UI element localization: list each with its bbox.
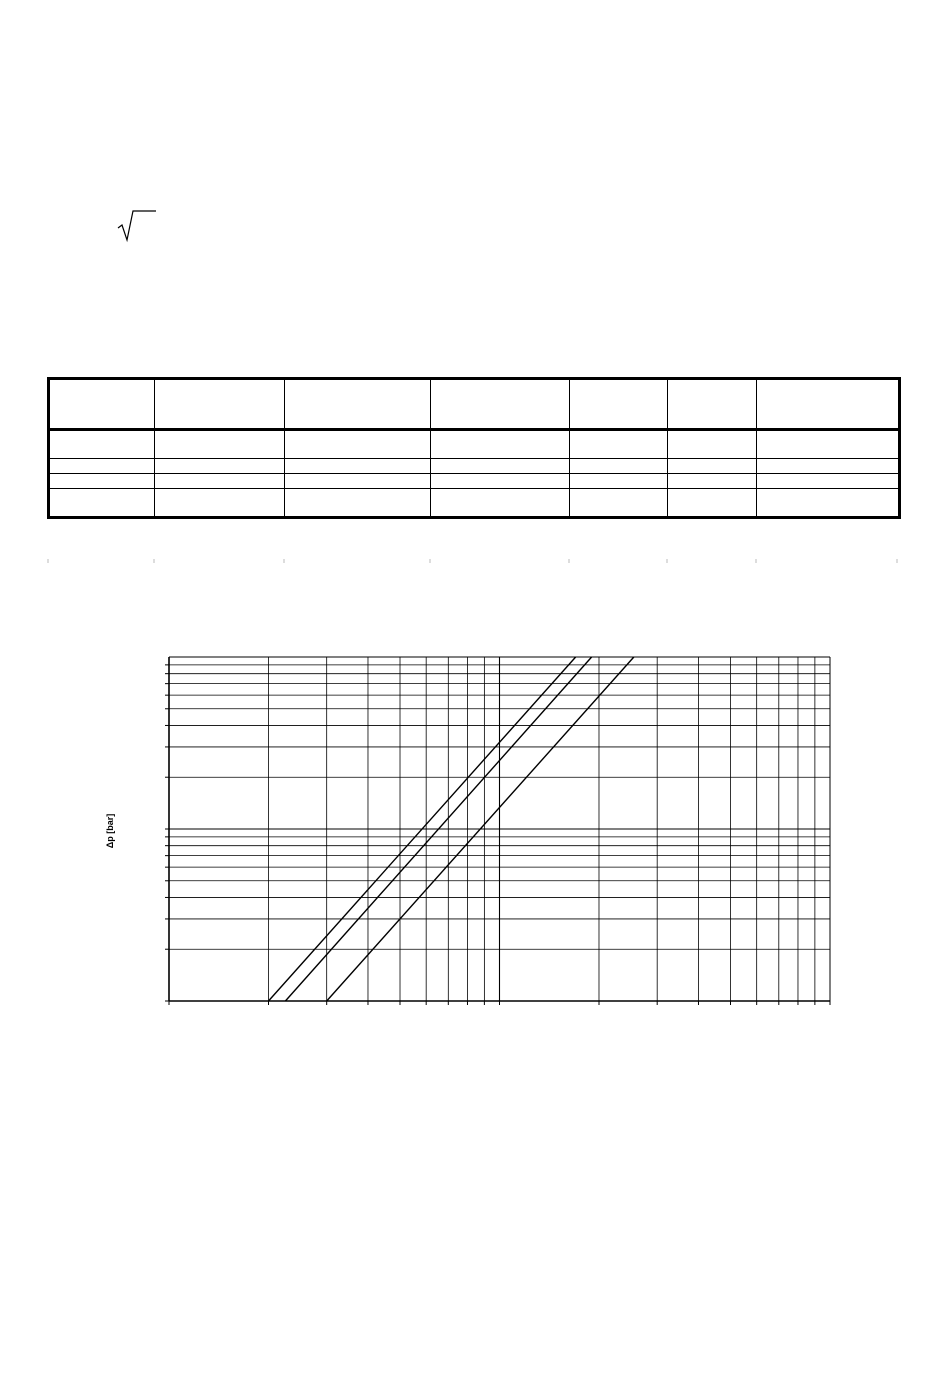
table-cell	[285, 488, 431, 517]
table-cell	[757, 379, 900, 430]
table-cell	[668, 488, 757, 517]
table-cell	[49, 430, 155, 459]
table-cell	[668, 473, 757, 488]
faint-separator	[47, 559, 898, 563]
y-axis-label: Δp [bar]	[105, 813, 115, 849]
table-row	[49, 459, 900, 474]
table-cell	[570, 473, 668, 488]
table-cell	[757, 473, 900, 488]
table-cell	[431, 488, 570, 517]
table-cell	[155, 473, 285, 488]
table-cell	[285, 430, 431, 459]
table-cell	[285, 473, 431, 488]
table-cell	[431, 430, 570, 459]
table-row	[49, 488, 900, 517]
table-cell	[570, 488, 668, 517]
table-cell	[155, 459, 285, 474]
spec-table	[47, 377, 901, 519]
table-row	[49, 430, 900, 459]
table-cell	[155, 488, 285, 517]
table-cell	[155, 379, 285, 430]
table-cell	[668, 379, 757, 430]
square-root-symbol	[116, 208, 160, 244]
pressure-drop-chart	[160, 650, 840, 1010]
table-cell	[49, 473, 155, 488]
table-cell	[757, 488, 900, 517]
table-cell	[431, 459, 570, 474]
table-cell	[49, 379, 155, 430]
table-cell	[49, 459, 155, 474]
table-cell	[668, 430, 757, 459]
table-cell	[155, 430, 285, 459]
table-header-row	[49, 379, 900, 430]
table-cell	[570, 459, 668, 474]
table-cell	[285, 379, 431, 430]
table-cell	[431, 473, 570, 488]
table-cell	[431, 379, 570, 430]
table-cell	[668, 459, 757, 474]
table-cell	[757, 430, 900, 459]
table-cell	[49, 488, 155, 517]
table-cell	[285, 459, 431, 474]
table-cell	[570, 379, 668, 430]
table-row	[49, 473, 900, 488]
table-cell	[757, 459, 900, 474]
table-cell	[570, 430, 668, 459]
chart-grid	[165, 657, 830, 1005]
